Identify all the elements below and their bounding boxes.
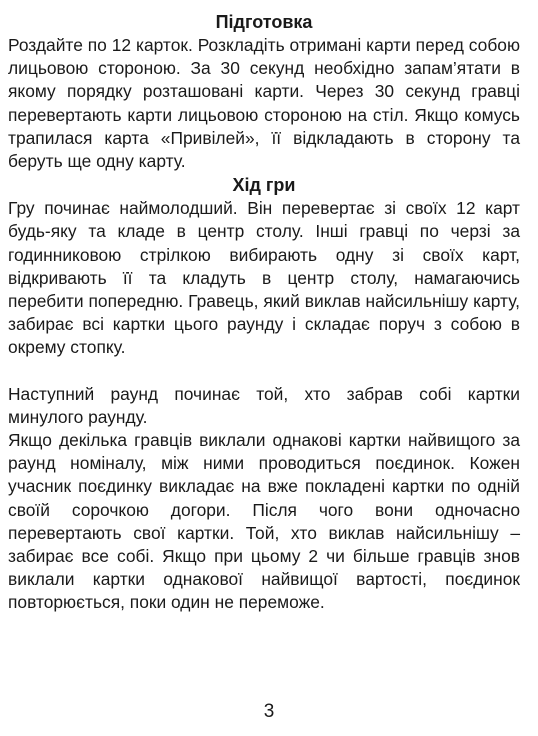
gameplay-paragraph-3: Якщо декілька гравців виклали однакові картки найвищого за раунд номіналу, між ними проводиться поєдинок. Кожен учасник поєдинку викладає на вже покладені картки по одній своїй сорочкою догори. Після чого вони одночасно перевертають свої картки. Той, хто виклав найсильнішу – забирає все собі. Якщо при цьому 2 чи більше гравців знов виклали картки однакової найвищої вартості, поєдинок повторюється, поки один не переможе. [8,430,520,613]
paragraph-spacer [8,360,520,383]
section-heading-preparation: Підготовка [215,12,313,32]
section-heading-gameplay: Хід гри [232,175,296,196]
gameplay-paragraph-1: Гру починає наймолодший. Він перевертає зі своїх 12 карт будь-яку та кладе в центр столу. Інші гравці по черзі за годинниковою стрілкою вибирають одну зі своїх карт, відкривають її та кладуть в центр столу, намагаючись перебити попередню. Гравець, який виклав найсильнішу карту, забирає всі картки цього раунду і складає поруч з собою в окрему стопку. [8,198,520,358]
preparation-paragraph: Роздайте по 12 карток. Розкладіть отримані карти перед собою лицьовою стороною. За 30 секунд необхідно запам’ятати в якому порядку розташовані карти. Через 30 секунд гравці перевертають карти лицьовою стороною на стіл. Якщо комусь трапилася карта «Привілей», її відкладають в сторону та беруть ще одну карту. [8,35,520,172]
page-number: 3 [263,701,275,722]
gameplay-paragraph-2: Наступний раунд починає той, хто забрав собі картки минулого раунду. [8,383,520,427]
rules-page [8,10,520,615]
